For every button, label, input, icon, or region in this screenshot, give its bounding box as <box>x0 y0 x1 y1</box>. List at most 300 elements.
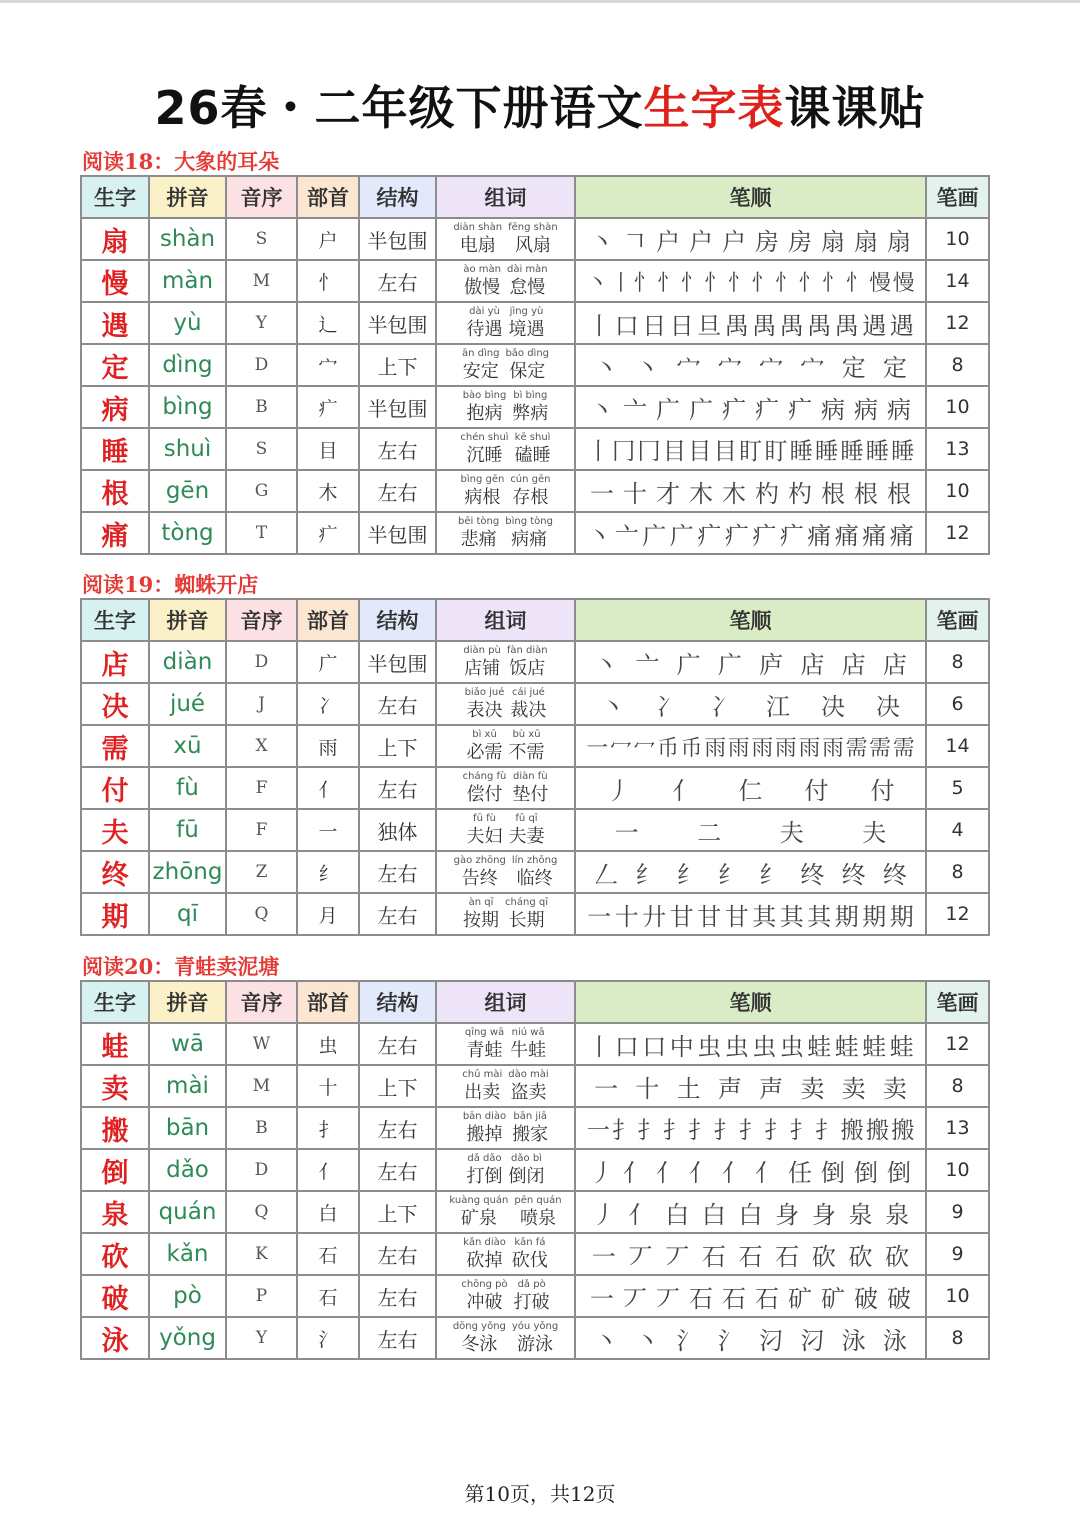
words-cell <box>436 1065 575 1107</box>
stroke-step: 疒 <box>779 521 804 550</box>
stroke-step: 雨 <box>798 735 821 761</box>
stroke-step: 杓 <box>788 479 812 508</box>
stroke-step: 慢 <box>869 270 891 296</box>
order-cell: F <box>226 809 297 851</box>
word-pinyin: bào bìng <box>462 390 507 401</box>
strokes-cell <box>575 1149 926 1191</box>
pinyin-cell: gēn <box>149 470 226 512</box>
stroke-step: 冖 <box>610 735 632 761</box>
words-cell <box>436 302 575 344</box>
stroke-step: 丿 <box>606 776 631 805</box>
stroke-step: 雨 <box>727 735 750 761</box>
stroke-step: 扇 <box>887 227 911 256</box>
word-pinyin: fàn diàn <box>506 645 548 656</box>
stroke-step: 店 <box>841 650 866 679</box>
radical-cell: 纟 <box>297 851 359 893</box>
word-text: 矿泉 <box>460 1208 497 1229</box>
stroke-step: 忄 <box>845 270 868 296</box>
stroke-count-cell: 13 <box>926 1107 989 1149</box>
word-pair <box>437 265 574 297</box>
char-cell: 期 <box>81 893 149 935</box>
word-pinyin: bǎo dìng <box>505 348 550 359</box>
stroke-step: 期 <box>834 902 859 931</box>
stroke-step: 纟 <box>676 860 701 889</box>
table-row <box>81 1149 989 1191</box>
char-cell: 卖 <box>81 1065 149 1107</box>
stroke-step: 蛙 <box>889 1032 914 1061</box>
word <box>467 730 503 762</box>
strokes-cell <box>575 1065 926 1107</box>
word-text: 告终 <box>461 868 498 889</box>
stroke-step: 泉 <box>885 1200 910 1229</box>
stroke-step: 定 <box>841 353 866 382</box>
word-pair <box>437 307 574 339</box>
char-cell: 遇 <box>81 302 149 344</box>
header-strokes: 笔顺 <box>575 599 926 641</box>
stroke-step: 睡 <box>814 437 839 465</box>
word-pair <box>437 391 574 423</box>
word-pair <box>437 898 574 930</box>
word-pinyin: fū qī <box>515 813 538 824</box>
stroke-step: 扌 <box>688 1116 712 1144</box>
order-cell: B <box>226 1107 297 1149</box>
stroke-step: 氵 <box>717 1326 742 1355</box>
table-row <box>81 893 989 935</box>
order-cell: X <box>226 725 297 767</box>
pinyin-cell: shàn <box>149 218 226 260</box>
stroke-step: 日 <box>642 311 667 340</box>
stroke-step: 蛙 <box>862 1032 887 1061</box>
header-radical: 部首 <box>297 981 359 1023</box>
char-cell: 根 <box>81 470 149 512</box>
words-cell <box>436 851 575 893</box>
pinyin-cell: diàn <box>149 641 226 683</box>
structure-cell: 左右 <box>359 428 436 470</box>
header-order: 音序 <box>226 599 297 641</box>
word-pair <box>437 856 574 888</box>
table-row <box>81 683 989 725</box>
stroke-step: 一 <box>590 479 614 508</box>
order-cell: D <box>226 641 297 683</box>
stroke-step: 广 <box>656 395 680 424</box>
word <box>509 814 545 846</box>
words-cell <box>436 386 575 428</box>
stroke-step: 目 <box>662 437 687 465</box>
words-cell <box>436 725 575 767</box>
word-pinyin: fū fù <box>473 813 496 824</box>
word-text: 游泳 <box>517 1334 554 1355</box>
radical-cell: 雨 <box>297 725 359 767</box>
header-row <box>81 599 989 641</box>
strokes-cell <box>575 470 926 512</box>
stroke-step: 广 <box>642 521 667 550</box>
stroke-step: 扌 <box>764 1116 788 1144</box>
word-pinyin: gào zhōng <box>453 855 506 866</box>
word-pair <box>437 349 574 381</box>
word-text: 傲慢 <box>464 277 501 298</box>
character-table <box>80 175 990 555</box>
strokes-cell <box>575 512 926 554</box>
word <box>508 223 558 255</box>
stroke-step: 扌 <box>713 1116 737 1144</box>
word-text: 磕睡 <box>514 445 551 466</box>
word-text: 抱病 <box>466 403 503 424</box>
stroke-step: 需 <box>869 735 891 761</box>
stroke-step: 定 <box>882 353 907 382</box>
stroke-step: 扌 <box>814 1116 839 1144</box>
word-text: 弊病 <box>512 403 549 424</box>
table-row <box>81 1107 989 1149</box>
word <box>512 1322 558 1354</box>
word-text: 冲破 <box>466 1292 503 1313</box>
stroke-count-cell: 14 <box>926 725 989 767</box>
title-suffix: 课课贴 <box>784 81 926 135</box>
stroke-step: 冫 <box>656 692 680 721</box>
stroke-count-cell: 8 <box>926 344 989 386</box>
order-cell: W <box>226 1023 297 1065</box>
stroke-step: 亻 <box>628 1200 653 1229</box>
strokes-cell <box>575 260 926 302</box>
strokes-cell <box>575 1275 926 1317</box>
word-pinyin: dài yù <box>469 306 500 317</box>
stroke-step: 根 <box>821 479 845 508</box>
stroke-step: 丆 <box>665 1242 690 1271</box>
stroke-step: 丶 <box>635 353 660 382</box>
stroke-step: 泉 <box>848 1200 873 1229</box>
header-char: 生字 <box>81 599 149 641</box>
stroke-step: 盯 <box>764 437 788 465</box>
word <box>467 814 503 846</box>
stroke-step: 需 <box>845 735 868 761</box>
stroke-step: 亠 <box>635 650 660 679</box>
word-pair <box>437 1112 574 1144</box>
stroke-step: 丆 <box>628 1242 653 1271</box>
stroke-step: 终 <box>882 860 907 889</box>
stroke-step: 户 <box>722 227 746 256</box>
word <box>514 1280 550 1312</box>
word <box>467 307 503 339</box>
table-row <box>81 302 989 344</box>
stroke-step: 卖 <box>841 1074 866 1103</box>
stroke-count-cell: 10 <box>926 1149 989 1191</box>
stroke-step: 丶 <box>594 650 619 679</box>
words-cell <box>436 1233 575 1275</box>
stroke-count-cell: 8 <box>926 1317 989 1359</box>
radical-cell: 石 <box>297 1233 359 1275</box>
order-cell: M <box>226 260 297 302</box>
pinyin-cell: dǎo <box>149 1149 226 1191</box>
word-text: 店铺 <box>464 658 501 679</box>
stroke-step: 扇 <box>854 227 878 256</box>
word-pair <box>437 517 574 549</box>
stroke-step: 决 <box>876 692 900 721</box>
stroke-step: 一 <box>594 1074 619 1103</box>
stroke-step: 江 <box>766 692 790 721</box>
stroke-step: 房 <box>755 227 779 256</box>
stroke-count-cell: 12 <box>926 302 989 344</box>
stroke-count-cell: 5 <box>926 767 989 809</box>
words-cell <box>436 260 575 302</box>
order-cell: F <box>226 767 297 809</box>
structure-cell: 左右 <box>359 767 436 809</box>
stroke-step: 白 <box>665 1200 690 1229</box>
stroke-step: 疒 <box>722 395 746 424</box>
words-cell <box>436 218 575 260</box>
stroke-step: 痛 <box>834 521 859 550</box>
header-words: 组词 <box>436 176 575 218</box>
stroke-step: 需 <box>892 735 915 761</box>
stroke-step: 日 <box>669 311 694 340</box>
words-cell <box>436 1149 575 1191</box>
word-text: 出卖 <box>464 1082 501 1103</box>
table-row <box>81 1233 989 1275</box>
structure-cell: 左右 <box>359 1023 436 1065</box>
char-cell: 病 <box>81 386 149 428</box>
char-cell: 夫 <box>81 809 149 851</box>
word-text: 悲痛 <box>460 529 497 550</box>
char-cell: 搬 <box>81 1107 149 1149</box>
structure-cell: 上下 <box>359 725 436 767</box>
page-footer: 第10页，共12页 <box>464 1482 616 1506</box>
radical-cell: 石 <box>297 1275 359 1317</box>
table-row <box>81 1191 989 1233</box>
stroke-step: 扌 <box>789 1116 813 1144</box>
stroke-step: 十 <box>623 479 647 508</box>
char-cell: 痛 <box>81 512 149 554</box>
header-order: 音序 <box>226 176 297 218</box>
table-row <box>81 641 989 683</box>
order-cell: P <box>226 1275 297 1317</box>
stroke-step: 扌 <box>662 1116 687 1144</box>
stroke-step: 疒 <box>724 521 749 550</box>
word-pinyin: pēn quán <box>514 1195 562 1206</box>
stroke-count-cell: 6 <box>926 683 989 725</box>
word <box>508 1070 548 1102</box>
word <box>514 1196 561 1228</box>
stroke-step: 旦 <box>697 311 722 340</box>
char-cell: 慢 <box>81 260 149 302</box>
stroke-step: 丶 <box>601 692 625 721</box>
table-row <box>81 725 989 767</box>
words-cell <box>436 344 575 386</box>
char-cell: 店 <box>81 641 149 683</box>
word <box>510 1028 546 1060</box>
stroke-step: 亻 <box>656 1158 680 1187</box>
stroke-step: 决 <box>821 692 845 721</box>
stroke-step: 虫 <box>779 1032 804 1061</box>
words-cell <box>436 809 575 851</box>
word-pair <box>437 1154 574 1186</box>
stroke-step: 虫 <box>752 1032 777 1061</box>
radical-cell: 月 <box>297 893 359 935</box>
stroke-step: 亠 <box>614 521 639 550</box>
word <box>453 223 502 255</box>
stroke-step: 宀 <box>717 353 742 382</box>
stroke-step: 店 <box>800 650 825 679</box>
stroke-step: 禺 <box>724 311 749 340</box>
order-cell: D <box>226 1149 297 1191</box>
page-title <box>0 72 1080 138</box>
stroke-count-cell: 10 <box>926 470 989 512</box>
stroke-step: 泳 <box>882 1326 907 1355</box>
stroke-step: 搬 <box>891 1116 915 1144</box>
strokes-cell <box>575 1107 926 1149</box>
stroke-step: 泳 <box>841 1326 866 1355</box>
word <box>515 433 551 465</box>
word-pinyin: bìng gēn <box>460 474 505 485</box>
stroke-step: 一 <box>587 902 612 931</box>
strokes-cell <box>575 725 926 767</box>
word-pinyin: niú wā <box>511 1027 545 1038</box>
stroke-step: 病 <box>821 395 845 424</box>
radical-cell: 户 <box>297 218 359 260</box>
stroke-step: 根 <box>887 479 911 508</box>
stroke-step: 币 <box>680 735 703 761</box>
word-pinyin: dào mài <box>508 1069 549 1080</box>
word <box>463 1112 506 1144</box>
order-cell: T <box>226 512 297 554</box>
stroke-step: 破 <box>854 1284 878 1313</box>
strokes-cell <box>575 767 926 809</box>
radical-cell: 辶 <box>297 302 359 344</box>
word-pinyin: chōng pò <box>461 1279 508 1290</box>
word-pair <box>437 1238 574 1270</box>
char-cell: 泉 <box>81 1191 149 1233</box>
header-structure: 结构 <box>359 599 436 641</box>
strokes-cell <box>575 1233 926 1275</box>
word <box>460 475 504 507</box>
table-row <box>81 470 989 512</box>
radical-cell: 十 <box>297 1065 359 1107</box>
stroke-step: 十 <box>635 1074 660 1103</box>
stroke-step: 庐 <box>759 650 784 679</box>
word-pinyin: bān diào <box>462 1111 507 1122</box>
word-text: 偿付 <box>466 784 503 805</box>
order-cell: Z <box>226 851 297 893</box>
word <box>507 265 548 297</box>
char-cell: 扇 <box>81 218 149 260</box>
stroke-step: 遇 <box>862 311 887 340</box>
word-text: 搬家 <box>512 1124 549 1145</box>
character-table <box>80 598 990 936</box>
stroke-count-cell: 14 <box>926 260 989 302</box>
word <box>510 688 546 720</box>
order-cell: G <box>226 470 297 512</box>
stroke-step: 忄 <box>704 270 726 296</box>
word-text: 青蛙 <box>466 1040 503 1061</box>
stroke-step: 禺 <box>752 311 777 340</box>
word <box>509 730 545 762</box>
word-text: 搬掉 <box>466 1124 503 1145</box>
table-row <box>81 767 989 809</box>
stroke-step: 倒 <box>821 1158 845 1187</box>
stroke-step: 亻 <box>623 1158 647 1187</box>
strokes-cell <box>575 302 926 344</box>
word-text: 病痛 <box>511 529 548 550</box>
stroke-step: 期 <box>889 902 914 931</box>
word <box>512 772 548 804</box>
stroke-step: 石 <box>689 1284 713 1313</box>
header-radical: 部首 <box>297 176 359 218</box>
char-cell: 付 <box>81 767 149 809</box>
words-cell <box>436 641 575 683</box>
word <box>463 1238 506 1270</box>
word-pinyin: lín zhōng <box>511 855 558 866</box>
word <box>510 475 550 507</box>
stroke-step: 砍 <box>885 1242 910 1271</box>
stroke-step: 广 <box>669 521 694 550</box>
stroke-step: 扌 <box>738 1116 763 1144</box>
table-row <box>81 1317 989 1359</box>
stroke-step: 痛 <box>807 521 832 550</box>
stroke-step: 虫 <box>697 1032 722 1061</box>
header-structure: 结构 <box>359 176 436 218</box>
word-pinyin: qīng wā <box>464 1027 505 1038</box>
stroke-step: 砍 <box>811 1242 836 1271</box>
stroke-step: 雨 <box>775 735 797 761</box>
stroke-step: 雨 <box>751 735 774 761</box>
stroke-step: 倒 <box>854 1158 878 1187</box>
strokes-cell <box>575 851 926 893</box>
word <box>454 856 506 888</box>
word-pinyin: kuàng quán <box>449 1195 509 1206</box>
word <box>463 265 501 297</box>
stroke-step: 二 <box>697 818 722 847</box>
table-row <box>81 512 989 554</box>
word <box>467 1154 503 1186</box>
section-title: 阅读18：大象的耳朵 <box>82 149 280 174</box>
stroke-step: 丿 <box>590 1158 614 1187</box>
title-prefix: 26春・二年级下册语文 <box>154 81 644 135</box>
header-order: 音序 <box>226 981 297 1023</box>
table-row <box>81 809 989 851</box>
word <box>509 1154 545 1186</box>
stroke-step: 口 <box>614 311 639 340</box>
table-row <box>81 1065 989 1107</box>
words-cell <box>436 767 575 809</box>
structure-cell: 左右 <box>359 893 436 935</box>
strokes-cell <box>575 1191 926 1233</box>
word-text: 冬泳 <box>461 1334 498 1355</box>
stroke-step: 房 <box>788 227 812 256</box>
stroke-step: 丨 <box>587 311 612 340</box>
stroke-step: 虫 <box>724 1032 749 1061</box>
word <box>463 391 507 423</box>
word-pair <box>437 1322 574 1354</box>
stroke-step: 疒 <box>788 395 812 424</box>
order-cell: B <box>226 386 297 428</box>
word-text: 饭店 <box>509 658 546 679</box>
order-cell: Q <box>226 1191 297 1233</box>
words-cell <box>436 470 575 512</box>
word-pinyin: kǎn diào <box>463 1237 506 1248</box>
stroke-step: 疒 <box>697 521 722 550</box>
words-cell <box>436 1317 575 1359</box>
stroke-step: 目 <box>688 437 712 465</box>
stroke-step: 十 <box>614 902 639 931</box>
word <box>512 856 557 888</box>
char-cell: 泳 <box>81 1317 149 1359</box>
word-pair <box>437 475 574 507</box>
stroke-step: 中 <box>669 1032 694 1061</box>
structure-cell: 上下 <box>359 1065 436 1107</box>
stroke-count-cell: 10 <box>926 1275 989 1317</box>
structure-cell: 左右 <box>359 1275 436 1317</box>
stroke-count-cell: 10 <box>926 218 989 260</box>
stroke-step: 忄 <box>775 270 797 296</box>
words-cell <box>436 683 575 725</box>
word-pinyin: diàn fù <box>513 771 548 782</box>
